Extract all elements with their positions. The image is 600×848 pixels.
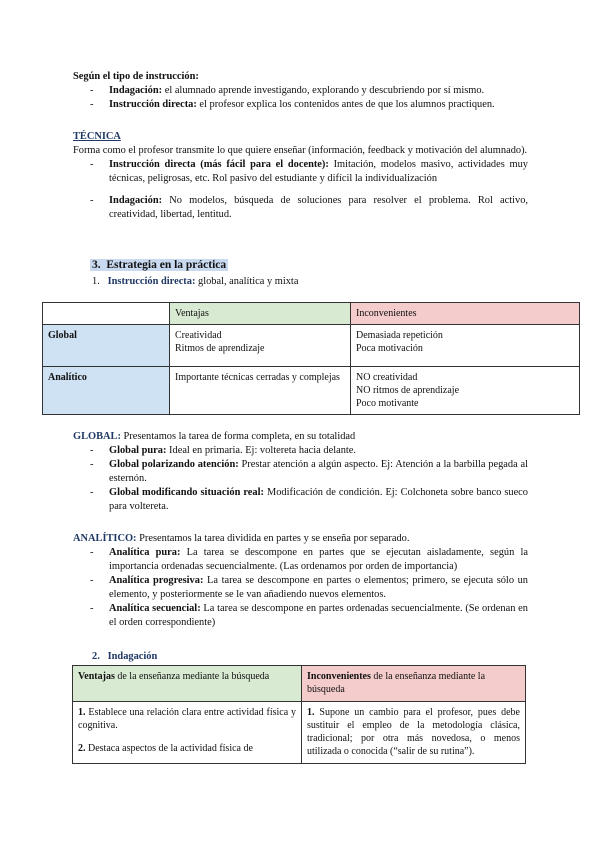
list-item: 1. Supone un cambio para el profesor, pues debe sustituir el empleo de la metodología clásica, tradicional; por otra más novedosa, o menos utilizada o conocida (“salir de su rutina”). — [307, 707, 520, 757]
list-item: - Global pura: Ideal en primaria. Ej: voltereta hacia delante. — [73, 444, 528, 458]
indagacion-heading: 2. Indagación — [92, 651, 158, 662]
list-item: - Global polarizando atención: Prestar atención a algún aspecto. Ej: Atención a la barbilla pegada al esternón. — [73, 458, 528, 486]
table-row — [43, 325, 580, 367]
table-row — [73, 702, 526, 764]
estrategia-heading: 3. Estrategia en la práctica — [92, 259, 227, 271]
instruccion-list — [73, 84, 528, 112]
row-label: Analítico — [43, 367, 170, 415]
table-header-empty — [43, 303, 170, 325]
row-ventajas: Creatividad Ritmos de aprendizaje — [170, 325, 351, 367]
table-header-ventajas: Ventajas — [170, 303, 351, 325]
list-item: - Instrucción directa: el profesor explica los contenidos antes de que los alumnos practiquen. — [73, 98, 528, 112]
list-item: - Analítica secuencial: La tarea se descompone en partes ordenadas secuencialmente. (Se ordenan en el orden correspondiente) — [73, 602, 528, 630]
global-heading: GLOBAL: — [73, 431, 121, 442]
tecnica-heading: TÉCNICA — [73, 131, 121, 142]
table-header-inconvenientes: Inconvenientes — [351, 303, 580, 325]
row-ventajas: Importante técnicas cerradas y complejas — [170, 367, 351, 415]
list-item: - Indagación: No modelos, búsqueda de soluciones para resolver el problema. Rol activo, creatividad, libertad, lentitud. — [73, 194, 528, 222]
ventajas-cell — [73, 702, 302, 764]
list-item: - Analítica pura: La tarea se descompone en partes que se ejecutan aisladamente, según la importancia ordenadas secuencialmente. (Las ordenamos por orden de importancia) — [73, 546, 528, 574]
analitico-list — [73, 546, 528, 630]
table-header-inconvenientes: Inconvenientes de la enseñanza mediante la búsqueda — [302, 666, 526, 702]
list-item: - Instrucción directa (más fácil para el docente): Imitación, modelos masivo, actividades muy técnicas, peligrosas, etc. Rol pasivo del estudiante y difícil la individualización — [73, 158, 528, 186]
analitico-section: ANALÍTICO: Presentamos la tarea dividida en partes y se enseña por separado. - Analítica pura: La tarea se descompone en partes que se ejecutan aisladamente, según la importancia ordenadas secuencialmente. (Las ordenamos por orden de importancia) - Analítica progresiva: La tarea se descompone en partes o elementos; primero, se ejecuta sólo un elemento, y posteriormente se le van añadiendo nuevos elementos. - Analítica secuencial: La tarea se descompone en partes ordenadas secuencialmente. (Se ordenan en el orden correspondiente) — [73, 532, 528, 630]
instruccion-section — [73, 70, 528, 112]
list-item: 1. Establece una relación clara entre actividad física y cognitiva. — [78, 707, 296, 731]
table-row — [43, 367, 580, 415]
list-item: 2. Destaca aspectos de la actividad física de — [78, 743, 253, 754]
tecnica-section — [73, 130, 528, 222]
list-item: - Indagación: el alumnado aprende investigando, explorando y descubriendo por sí mismo. — [73, 84, 528, 98]
global-section: GLOBAL: Presentamos la tarea de forma completa, en su totalidad - Global pura: Ideal en primaria. Ej: voltereta hacia delante. - Global polarizando atención: Prestar atención a algún aspecto. Ej: Atención a la barbilla pegada al esternón. - Global modificando situación real: Modificación de condición. Ej: Colchoneta sobre banco sueco para voltereta. — [73, 430, 528, 514]
instruccion-title: Según el tipo de instrucción: — [73, 71, 199, 82]
estrategia-subheading: 1. Instrucción directa: global, analítica y mixta — [92, 276, 299, 287]
tecnica-intro: Forma como el profesor transmite lo que quiere enseñar (información, feedback y motivación del alumnado). — [73, 145, 528, 156]
row-inconvenientes: NO creatividad NO ritmos de aprendizaje Poco motivante — [351, 367, 580, 415]
strategy-table — [42, 302, 580, 415]
inconvenientes-cell — [302, 702, 526, 764]
analitico-heading: ANALÍTICO: — [73, 533, 137, 544]
row-label: Global — [43, 325, 170, 367]
tecnica-list — [73, 158, 528, 222]
list-item: - Analítica progresiva: La tarea se descompone en partes o elementos; primero, se ejecuta sólo un elemento, y posteriormente se le van añadiendo nuevos elementos. — [73, 574, 528, 602]
indagacion-table — [72, 665, 526, 764]
global-list — [73, 444, 528, 514]
row-inconvenientes: Demasiada repetición Poca motivación — [351, 325, 580, 367]
list-item: - Global modificando situación real: Modificación de condición. Ej: Colchoneta sobre banco sueco para voltereta. — [73, 486, 528, 514]
table-header-ventajas: Ventajas de la enseñanza mediante la búsqueda — [73, 666, 302, 702]
